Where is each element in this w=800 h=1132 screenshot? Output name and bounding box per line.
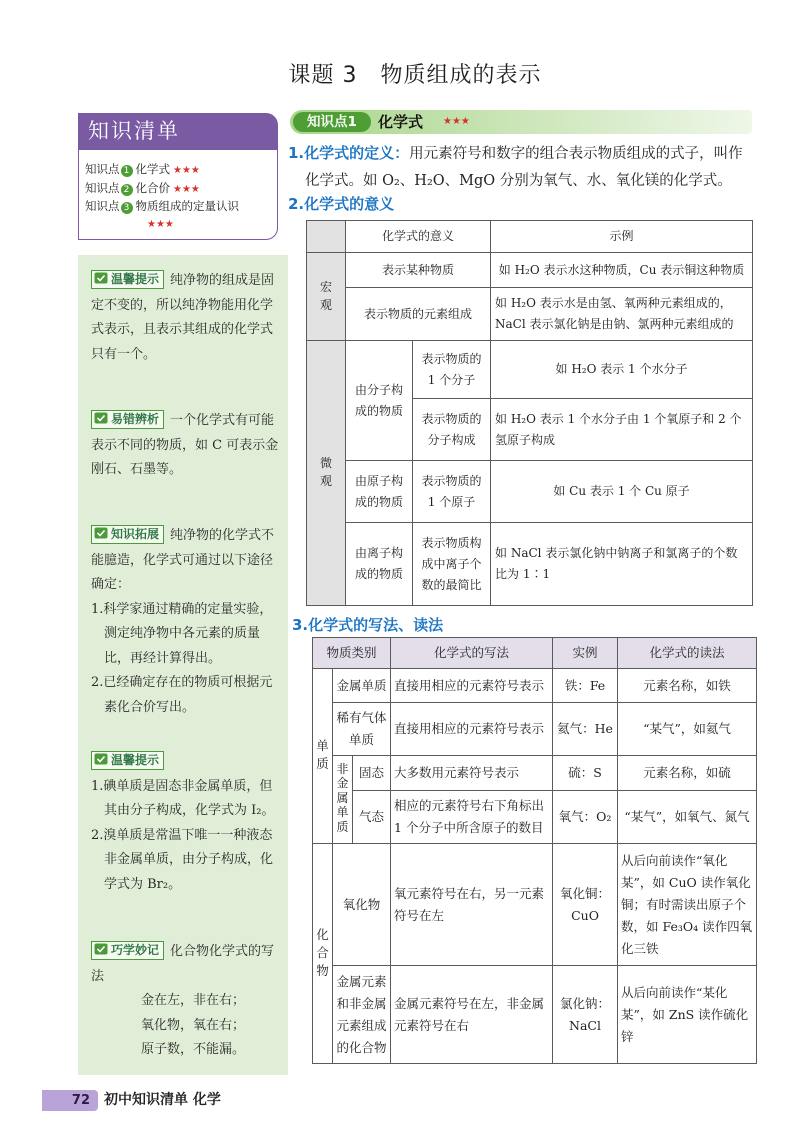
- note-tag-label: 知识拓展: [111, 527, 160, 541]
- writing-cell: 直接用相应的元素符号表示: [391, 703, 553, 756]
- knowledge-list: [78, 150, 278, 240]
- note-list-item: 2.已经确定存在的物质可根据元素化合价写出。: [91, 675, 273, 715]
- note-list-item: 1.碘单质是固态非金属单质，但其由分子构成，化学式为 I₂。: [91, 778, 275, 818]
- point-number-badge: 3: [121, 202, 133, 214]
- knowledge-point-label: 知识点1: [293, 112, 371, 132]
- note-tag: [91, 270, 164, 289]
- writing-reading-table: [312, 637, 757, 1064]
- table-row: [313, 669, 757, 703]
- substance-type-cell: 由原子构成的物质: [346, 461, 413, 523]
- state-cell: 气态: [353, 791, 391, 844]
- sidebar-note-mnemonic: [91, 940, 279, 1063]
- point-label: 知识点: [85, 162, 120, 176]
- table-row: [307, 461, 753, 523]
- reading-cell: “某气”，如氦气: [618, 703, 757, 756]
- writing-cell: 氧元素符号在右，另一元素符号在左: [391, 844, 553, 966]
- row-subgroup-cell: [333, 756, 353, 844]
- footer-book-title: 初中知识清单 化学: [104, 1092, 221, 1108]
- row-group-cell: [307, 253, 346, 341]
- knowledge-list-header: 知识清单: [78, 113, 278, 150]
- table-header-row: [313, 638, 757, 669]
- table-corner-cell: [307, 221, 346, 253]
- note-tag-label: 易错辨析: [111, 412, 160, 426]
- point-label: 知识点: [85, 199, 120, 213]
- example-cell: 如 H₂O 表示 1 个水分子: [491, 341, 753, 399]
- example-cell: 硫：S: [553, 756, 618, 791]
- note-tag-label: 温馨提示: [111, 753, 160, 767]
- table-header-row: [307, 221, 753, 253]
- reading-cell: 元素名称，如铁: [618, 669, 757, 703]
- example-cell: 如 H₂O 表示水是由氢、氧两种元素组成的，NaCl 表示氯化钠是由钠、氯两种元素组成的: [491, 288, 753, 341]
- tip-icon: [94, 272, 108, 284]
- star-rating: ★★★: [173, 165, 200, 176]
- definition-heading: 1.化学式的定义：: [288, 144, 410, 162]
- page-title: 课题 3 物质组成的表示: [288, 63, 542, 88]
- category-cell: 稀有气体单质: [333, 703, 391, 756]
- reading-cell: 从后向前读作“氧化某”，如 CuO 读作氧化铜；有时需读出原子个数，如 Fe₃O₄ 读作四氧化三铁: [618, 844, 757, 966]
- note-tag: [91, 525, 164, 544]
- point-name: 物质组成的定量认识: [135, 199, 239, 213]
- star-rating: ★★★: [147, 218, 174, 230]
- writing-cell: 大多数用元素符号表示: [391, 756, 553, 791]
- sidebar-note-tip: [91, 269, 279, 367]
- note-list-item: 1.科学家通过精确的定量实验，测定纯净物中各元素的质量比，再经计算得出。: [91, 601, 273, 666]
- mnemonic-line: 金在左，非在右；: [141, 993, 246, 1008]
- star-rating: ★★★: [443, 116, 470, 127]
- reading-cell: 元素名称，如硫: [618, 756, 757, 791]
- mnemonic-line: 氧化物，氧在右；: [141, 1017, 246, 1033]
- note-text: 纯净物的化学式不能臆造，化学式可通过以下途径确定：: [91, 528, 275, 592]
- point-label: 知识点: [85, 180, 120, 195]
- sidebar-note-error: [91, 409, 279, 483]
- sidebar-note-tip: [91, 750, 279, 897]
- state-cell: 固态: [353, 756, 391, 791]
- note-text: 纯净物的组成是固定不变的，所以纯净物能用化学式表示，且表示其组成的化学式只有一个。: [91, 273, 275, 362]
- example-cell: 如 H₂O 表示水这种物质，Cu 表示铜这种物质: [491, 253, 753, 288]
- meaning-cell: 表示物质的 1 个分子: [413, 341, 491, 399]
- category-cell: 氧化物: [333, 844, 391, 966]
- row-group-label: 单质: [316, 738, 329, 771]
- table-header-cell: 示例: [491, 221, 753, 253]
- example-cell: 如 H₂O 表示 1 个水分子由 1 个氧原子和 2 个氢原子构成: [491, 399, 753, 461]
- check-icon: [94, 412, 108, 424]
- table-header-cell: 化学式的写法: [391, 638, 553, 669]
- knowledge-point-item: [85, 198, 271, 233]
- table-row: [307, 523, 753, 606]
- note-tag-label: 巧学妙记: [111, 943, 160, 957]
- note-list-item: 2.溴单质是常温下唯一一种液态非金属单质，由分子构成，化学式为 Br₂。: [91, 827, 274, 892]
- substance-type-cell: 由分子构成的物质: [346, 341, 413, 461]
- definition-text: 用元素符号和数字的组合表示物质组成的式子，叫作化学式。如 O₂、H₂O、MgO 分别为氧气、水、氧化镁的化学式。: [305, 146, 743, 189]
- category-cell: 金属单质: [333, 669, 391, 703]
- check-icon: [94, 527, 108, 539]
- substance-type-cell: 由离子构成的物质: [346, 523, 413, 606]
- table-row: [313, 844, 757, 966]
- meaning-cell: 表示某种物质: [346, 253, 491, 288]
- row-group-cell: [313, 844, 333, 1064]
- point-number-badge: 1: [121, 165, 133, 177]
- point-number-badge: 2: [121, 184, 133, 196]
- note-tag-label: 温馨提示: [111, 272, 160, 286]
- meaning-cell: 表示物质构成中离子个数的最简比: [413, 523, 491, 606]
- writing-cell: 金属元素符号在左，非金属元素符号在右: [391, 966, 553, 1064]
- reading-cell: “某气”，如氧气、氮气: [618, 791, 757, 844]
- row-group-cell: [313, 669, 333, 844]
- table-header-cell: 化学式的意义: [346, 221, 491, 253]
- meaning-table: [306, 220, 753, 606]
- table-row: [313, 966, 757, 1064]
- knowledge-point-item: [85, 180, 271, 199]
- example-cell: 如 Cu 表示 1 个 Cu 原子: [491, 461, 753, 523]
- definition-paragraph: [288, 140, 754, 195]
- sidebar-note-extension: [91, 524, 279, 720]
- meaning-cell: 表示物质的分子构成: [413, 399, 491, 461]
- category-cell: 金属元素和非金属元素组成的化合物: [333, 966, 391, 1064]
- table-row: [313, 703, 757, 756]
- point-name: 化学式: [135, 162, 170, 176]
- table-row: [313, 756, 757, 791]
- meaning-cell: 表示物质的 1 个原子: [413, 461, 491, 523]
- tip-icon: [94, 753, 108, 765]
- section-heading-writing: 3.化学式的写法、读法: [292, 616, 444, 634]
- knowledge-point-title: 化学式: [378, 113, 424, 131]
- mnemonic-line: 原子数，不能漏。: [141, 1042, 246, 1057]
- note-text: 化合物化学式的写法: [91, 944, 275, 984]
- example-cell: 氧化铜：CuO: [553, 844, 618, 966]
- note-tag: [91, 410, 164, 429]
- note-tag: [91, 751, 164, 770]
- table-row: [307, 288, 753, 341]
- table-header-cell: 实例: [553, 638, 618, 669]
- writing-cell: 直接用相应的元素符号表示: [391, 669, 553, 703]
- example-cell: 氦气：He: [553, 703, 618, 756]
- page-number: 72: [42, 1090, 98, 1111]
- note-text: 一个化学式有可能表示不同的物质，如 C 可表示金刚石、石墨等。: [91, 413, 279, 477]
- writing-cell: 相应的元素符号右下角标出 1 个分子中所含原子的数目: [391, 791, 553, 844]
- note-tag: [91, 941, 164, 960]
- row-group-label: 宏观: [320, 279, 333, 312]
- example-cell: 如 NaCl 表示氯化钠中钠离子和氯离子的个数比为 1∶1: [491, 523, 753, 606]
- check-icon: [94, 943, 108, 955]
- row-group-label: 化合物: [316, 926, 329, 978]
- knowledge-point-item: [85, 161, 271, 180]
- knowledge-point-banner: [290, 110, 752, 134]
- table-row: [307, 341, 753, 399]
- row-subgroup-label: 非金属单质: [336, 761, 349, 834]
- example-cell: 氧气：O₂: [553, 791, 618, 844]
- meaning-cell: 表示物质的元素组成: [346, 288, 491, 341]
- row-group-cell: [307, 341, 346, 606]
- example-cell: 铁：Fe: [553, 669, 618, 703]
- row-group-label: 微观: [320, 456, 333, 488]
- example-cell: 氯化钠：NaCl: [553, 966, 618, 1064]
- table-header-cell: 化学式的读法: [618, 638, 757, 669]
- star-rating: ★★★: [173, 183, 200, 195]
- section-heading-meaning: 2.化学式的意义: [288, 195, 395, 213]
- table-header-cell: 物质类别: [313, 638, 391, 669]
- reading-cell: 从后向前读作“某化某”，如 ZnS 读作硫化锌: [618, 966, 757, 1064]
- table-row: [307, 253, 753, 288]
- table-row: [313, 791, 757, 844]
- point-name: 化合价: [135, 180, 170, 195]
